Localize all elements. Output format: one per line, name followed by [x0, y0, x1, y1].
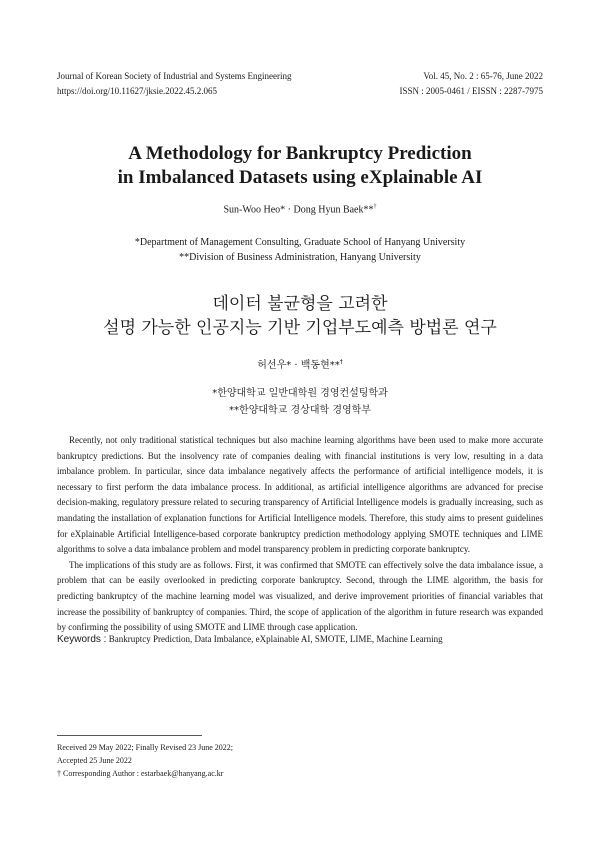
issue-header	[399, 69, 543, 99]
keywords	[57, 634, 543, 645]
korean-title	[0, 292, 600, 340]
english-affiliations	[0, 235, 600, 265]
english-authors	[0, 204, 600, 215]
corresponding-author	[57, 767, 233, 780]
corresponding-author-text: Corresponding Author : estarbaek@hanyang.ac.kr	[63, 769, 224, 778]
abstract-paragraph-2: The implications of this study are as follows. First, it was confirmed that SMOTE can effectively solve the data imbalance issue, a problem that can be easily overlooked in predicting corporate bankruptcy. Second, through the LIME algorithm, the basis for predicting bankruptcy of the machine learning model was visualized, and derive improvement priorities of financial variables that increase the possibility of bankruptcy of companies. Third, the scope of application of the algorithm in future research was expanded by confirming the possibility of using SMOTE and LIME through case application.	[57, 559, 543, 633]
volume-info: Vol. 45, No. 2 : 65-76, June 2022	[423, 71, 543, 81]
abstract	[57, 433, 543, 636]
affiliation-1: *Department of Management Consulting, Graduate School of Hanyang University	[134, 237, 466, 248]
corresponding-mark: †	[373, 204, 377, 210]
english-title-line2: in Imbalanced Datasets using eXplainable AI	[117, 167, 483, 188]
dagger-mark: †	[57, 769, 61, 778]
korean-title-line1: 데이터 불균형을 고려한	[212, 294, 388, 314]
received-date: Received 29 May 2022; Finally Revised 23 June 2022;	[57, 743, 233, 752]
korean-affiliation-1: *한양대학교 일반대학원 경영컨설팅학과	[212, 388, 388, 399]
footnote	[57, 741, 233, 780]
english-title	[0, 142, 600, 190]
english-title-line1: A Methodology for Bankruptcy Prediction	[128, 143, 472, 164]
abstract-paragraph-1: Recently, not only traditional statistical techniques but also machine learning algorithms have been used to make more accurate bankruptcy predictions. But the insolvency rate of companies dealing with financial institutions is very low, resulting in a data imbalance problem. In particular, since data imbalance negatively affects the performance of artificial intelligence models, it is necessary to first perform the data imbalance process. In additional, as artificial intelligence algorithms are advanced for precise decision-making, regulatory pressure related to securing transparency of Artificial Intelligence models is gradually increasing, such as mandating the installation of explanation functions for Artificial Intelligence models. Therefore, this study aims to present guidelines for eXplainable Artificial Intelligence-based corporate bankruptcy prediction methodology applying SMOTE techniques and LIME algorithms to solve a data imbalance problem and model transparency problem in predicting corporate bankruptcy.	[57, 435, 543, 555]
korean-authors	[0, 356, 600, 371]
english-authors-names: Sun-Woo Heo* · Dong Hyun Baek**	[223, 204, 374, 216]
footnote-divider	[57, 735, 202, 736]
keywords-label: Keywords :	[57, 634, 107, 645]
korean-title-line2: 설명 가능한 인공지능 기반 기업부도예측 방법론 연구	[103, 318, 497, 338]
accepted-date: Accepted 25 June 2022	[57, 756, 132, 765]
journal-name: Journal of Korean Society of Industrial and Systems Engineering	[57, 71, 292, 81]
affiliation-2: **Division of Business Administration, Hanyang University	[179, 252, 421, 263]
issn-info: ISSN : 2005-0461 / EISSN : 2287-7975	[399, 86, 543, 96]
journal-header	[57, 69, 291, 99]
korean-affiliation-2: **한양대학교 경상대학 경영학부	[229, 405, 371, 416]
keywords-text: Bankruptcy Prediction, Data Imbalance, eXplainable AI, SMOTE, LIME, Machine Learning	[108, 634, 443, 644]
korean-authors-names: 허선우* · 백동현**	[257, 360, 340, 371]
korean-corresponding-mark: †	[339, 358, 343, 366]
korean-affiliations	[0, 385, 600, 419]
doi-link[interactable]: https://doi.org/10.11627/jksie.2022.45.2.065	[57, 86, 218, 96]
